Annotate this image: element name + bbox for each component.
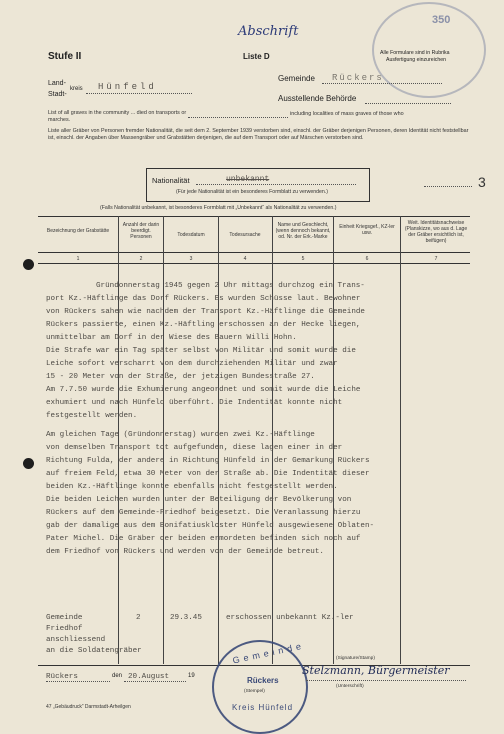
body-line: unmittelbar am Dorf in der Wiese des Bauern Willi Hohn. xyxy=(46,334,297,342)
column-number: 3 xyxy=(189,256,193,262)
col-sep xyxy=(400,216,401,664)
body-line: Die beiden Leichen wurden unter der Beteiligung der Bevölkerung von xyxy=(46,496,352,504)
footer-date: 20.August xyxy=(128,673,170,681)
intro-line xyxy=(188,117,288,118)
body-line: 15 - 20 Meter von der Straße, der jetzigen Bundesstraße 27. xyxy=(46,373,315,381)
column-number: 4 xyxy=(243,256,247,262)
death-cause: erschossen unbekannt Kz.-ler xyxy=(226,614,354,622)
grave-location-line: an die Soldatengräber xyxy=(46,647,142,655)
body-line: Am gleichen Tage (Gründonnerstag) wurden zwei Kz.-Häftlinge xyxy=(46,431,315,439)
behoerde-label: Ausstellende Behörde xyxy=(278,94,357,103)
gemeinde-value: Rückers xyxy=(332,73,384,83)
grave-location-line: anschliessend xyxy=(46,636,106,644)
stadt-label: Stadt- xyxy=(48,91,67,98)
intro-right: including localities of mass graves of those who xyxy=(290,111,404,117)
body-line: von demselben Transport tot aufgefunden, diese lagen einer in der xyxy=(46,444,343,452)
grave-location-line: Gemeinde xyxy=(46,614,83,622)
nationality-note: (Für jede Nationalität ist ein besonderes Formblatt zu verwenden.) xyxy=(176,189,328,195)
body-line: Gründonnerstag 1945 gegen 2 Uhr mittags durchzog ein Trans- xyxy=(96,282,365,290)
column-header: Name und Geschlecht, (wenn dennoch bekannt, od. Nr. der Erk.-Marke xyxy=(275,222,331,240)
nationality-label: Nationalität xyxy=(152,176,190,185)
gemeinde-line xyxy=(322,83,442,84)
kreis-line xyxy=(86,93,192,94)
nationality-line xyxy=(196,184,356,185)
kreis-value: Hünfeld xyxy=(98,82,157,92)
nationality-value: unbekannt xyxy=(226,175,270,184)
grave-location-line: Friedhof xyxy=(46,625,83,633)
body-line: Richtung Fulda, der andere in Richtung Hünfeld in der Gemarkung Rückers xyxy=(46,457,370,465)
land-label: Land- xyxy=(48,80,66,87)
nationality-box xyxy=(146,168,370,202)
column-header: Bezeichnung der Grabstätte xyxy=(46,228,110,234)
corner-stamp-line-1: Alle Formulare sind in Rubrika xyxy=(380,50,450,56)
punch-hole xyxy=(23,259,34,270)
column-header: Todesdatum xyxy=(177,232,205,238)
list-label: Liste D xyxy=(243,52,270,61)
stempel-label: (Stempel) xyxy=(244,689,265,694)
body-line: Rückers auf dem Gemeinde-Friedhof beigesetzt. Die Veranlassung hierzu xyxy=(46,509,361,517)
column-number: 2 xyxy=(139,256,143,262)
column-number: 6 xyxy=(365,256,369,262)
body-line: port Kz.-Häftlinge das Dorf Rückers. Es wurden Schüsse laut. Bewohner xyxy=(46,295,361,303)
municipal-stamp-top: Gemeinde xyxy=(231,640,306,666)
handwritten-note: Abschrift xyxy=(238,24,299,39)
signature: Stelzmann, Bürgermeister xyxy=(302,664,450,677)
body-line: von Rückers sahen wie nachdem der Transport Kz.-Häftlinge die Gemeinde xyxy=(46,308,365,316)
municipal-stamp-bottom: Kreis Hünfeld xyxy=(232,703,294,712)
municipal-stamp-center: Rückers xyxy=(247,676,279,685)
behoerde-line xyxy=(365,103,451,104)
signature-line xyxy=(306,680,466,681)
column-header: Anzahl der darin beerdigt. Personen xyxy=(122,222,160,240)
printer-mark: 47 „Gebäudruck“ Darmstadt-Arheilgen xyxy=(46,704,131,710)
intro-left: List of all graves in the community ... died on transports or marches. xyxy=(48,110,187,123)
column-header: Weit. Identitätsnachweise (Planskizze, wo aus d. Lage der Gräber ersichtlich ist, beifügen) xyxy=(404,220,468,244)
death-date: 29.3.45 xyxy=(170,614,202,622)
body-line: beiden Kz.-Häftlinge konnte ebenfalls nicht festgestellt werden. xyxy=(46,483,338,491)
body-line: Die Strafe war ein Tag später selbst von Militär und somit wurde die xyxy=(46,347,356,355)
grave-count: 2 xyxy=(136,614,141,622)
body-line: festgestellt werden. xyxy=(46,412,138,420)
intro-main: Liste aller Gräber von Personen fremder Nationalität, die seit dem 2. September 1939 verstorben sind, einschl. der Gräber derjenigen Personen, deren Identität nicht feststellbar ist, einschl. der Angaben über Massengräber und Grabstätten derjenigen, die auf dem Transport oder auf Märschen verstorben sind. xyxy=(48,128,469,141)
box-number-line xyxy=(424,186,472,187)
column-header: Einheit Kriegsgef., KZ-ler usw. xyxy=(339,224,395,236)
body-line: dem Friedhof von Rückers und werden von der Gemeinde betreut. xyxy=(46,548,324,556)
footer-den: den xyxy=(112,673,123,679)
body-line: Pater Michel. Die Gräber der beiden ermordeten befinden sich noch auf xyxy=(46,535,361,543)
column-number: 5 xyxy=(301,256,305,262)
body-line: exhumiert und nach Hünfeld überführt. Die Indentität konnte nicht xyxy=(46,399,343,407)
body-line: auf freiem Feld, etwa 30 Meter von der Straße ab. Die Indentität dieser xyxy=(46,470,370,478)
punch-hole xyxy=(23,458,34,469)
stage-label: Stufe II xyxy=(48,51,82,62)
body-line: gab der damalige aus dem Bonifatiuskloster Hünfeld ausgewiesene Oblaten- xyxy=(46,522,375,530)
signature-stamp-label: (Signature/Stamp) xyxy=(336,656,375,661)
box-number: 3 xyxy=(478,174,486,190)
footer-date-line xyxy=(124,681,186,682)
unknown-note: (Falls Nationalität unbekannt, ist besonderes Formblatt mit „Unbekannt“ als Nationalität zu verwenden.) xyxy=(100,205,337,211)
footer-place: Rückers xyxy=(46,673,78,681)
header-rule xyxy=(38,252,470,253)
corner-stamp-line-2: Ausfertigung einzureichen xyxy=(386,57,446,63)
gemeinde-label: Gemeinde xyxy=(278,74,315,83)
body-line: Rückers passierte, einen Kz.-Häftling erschossen an der Hecke liegen, xyxy=(46,321,361,329)
kreis-label: kreis xyxy=(70,86,83,92)
number-rule xyxy=(38,263,470,264)
column-number: 7 xyxy=(434,256,438,262)
corner-stamp-number: 350 xyxy=(432,14,451,26)
unterschrift-label: (Unterschrift) xyxy=(336,684,364,689)
body-line: Am 7.7.50 wurde die Exhumierung angeordnet und somit wurde die Leiche xyxy=(46,386,361,394)
footer-year: 19 xyxy=(188,673,195,679)
body-line: Leiche sofort verscharrt von dem durchziehenden Militär und zwar xyxy=(46,360,338,368)
footer-place-line xyxy=(46,681,110,682)
column-number: 1 xyxy=(76,256,80,262)
column-header: Todesursache xyxy=(229,232,261,238)
